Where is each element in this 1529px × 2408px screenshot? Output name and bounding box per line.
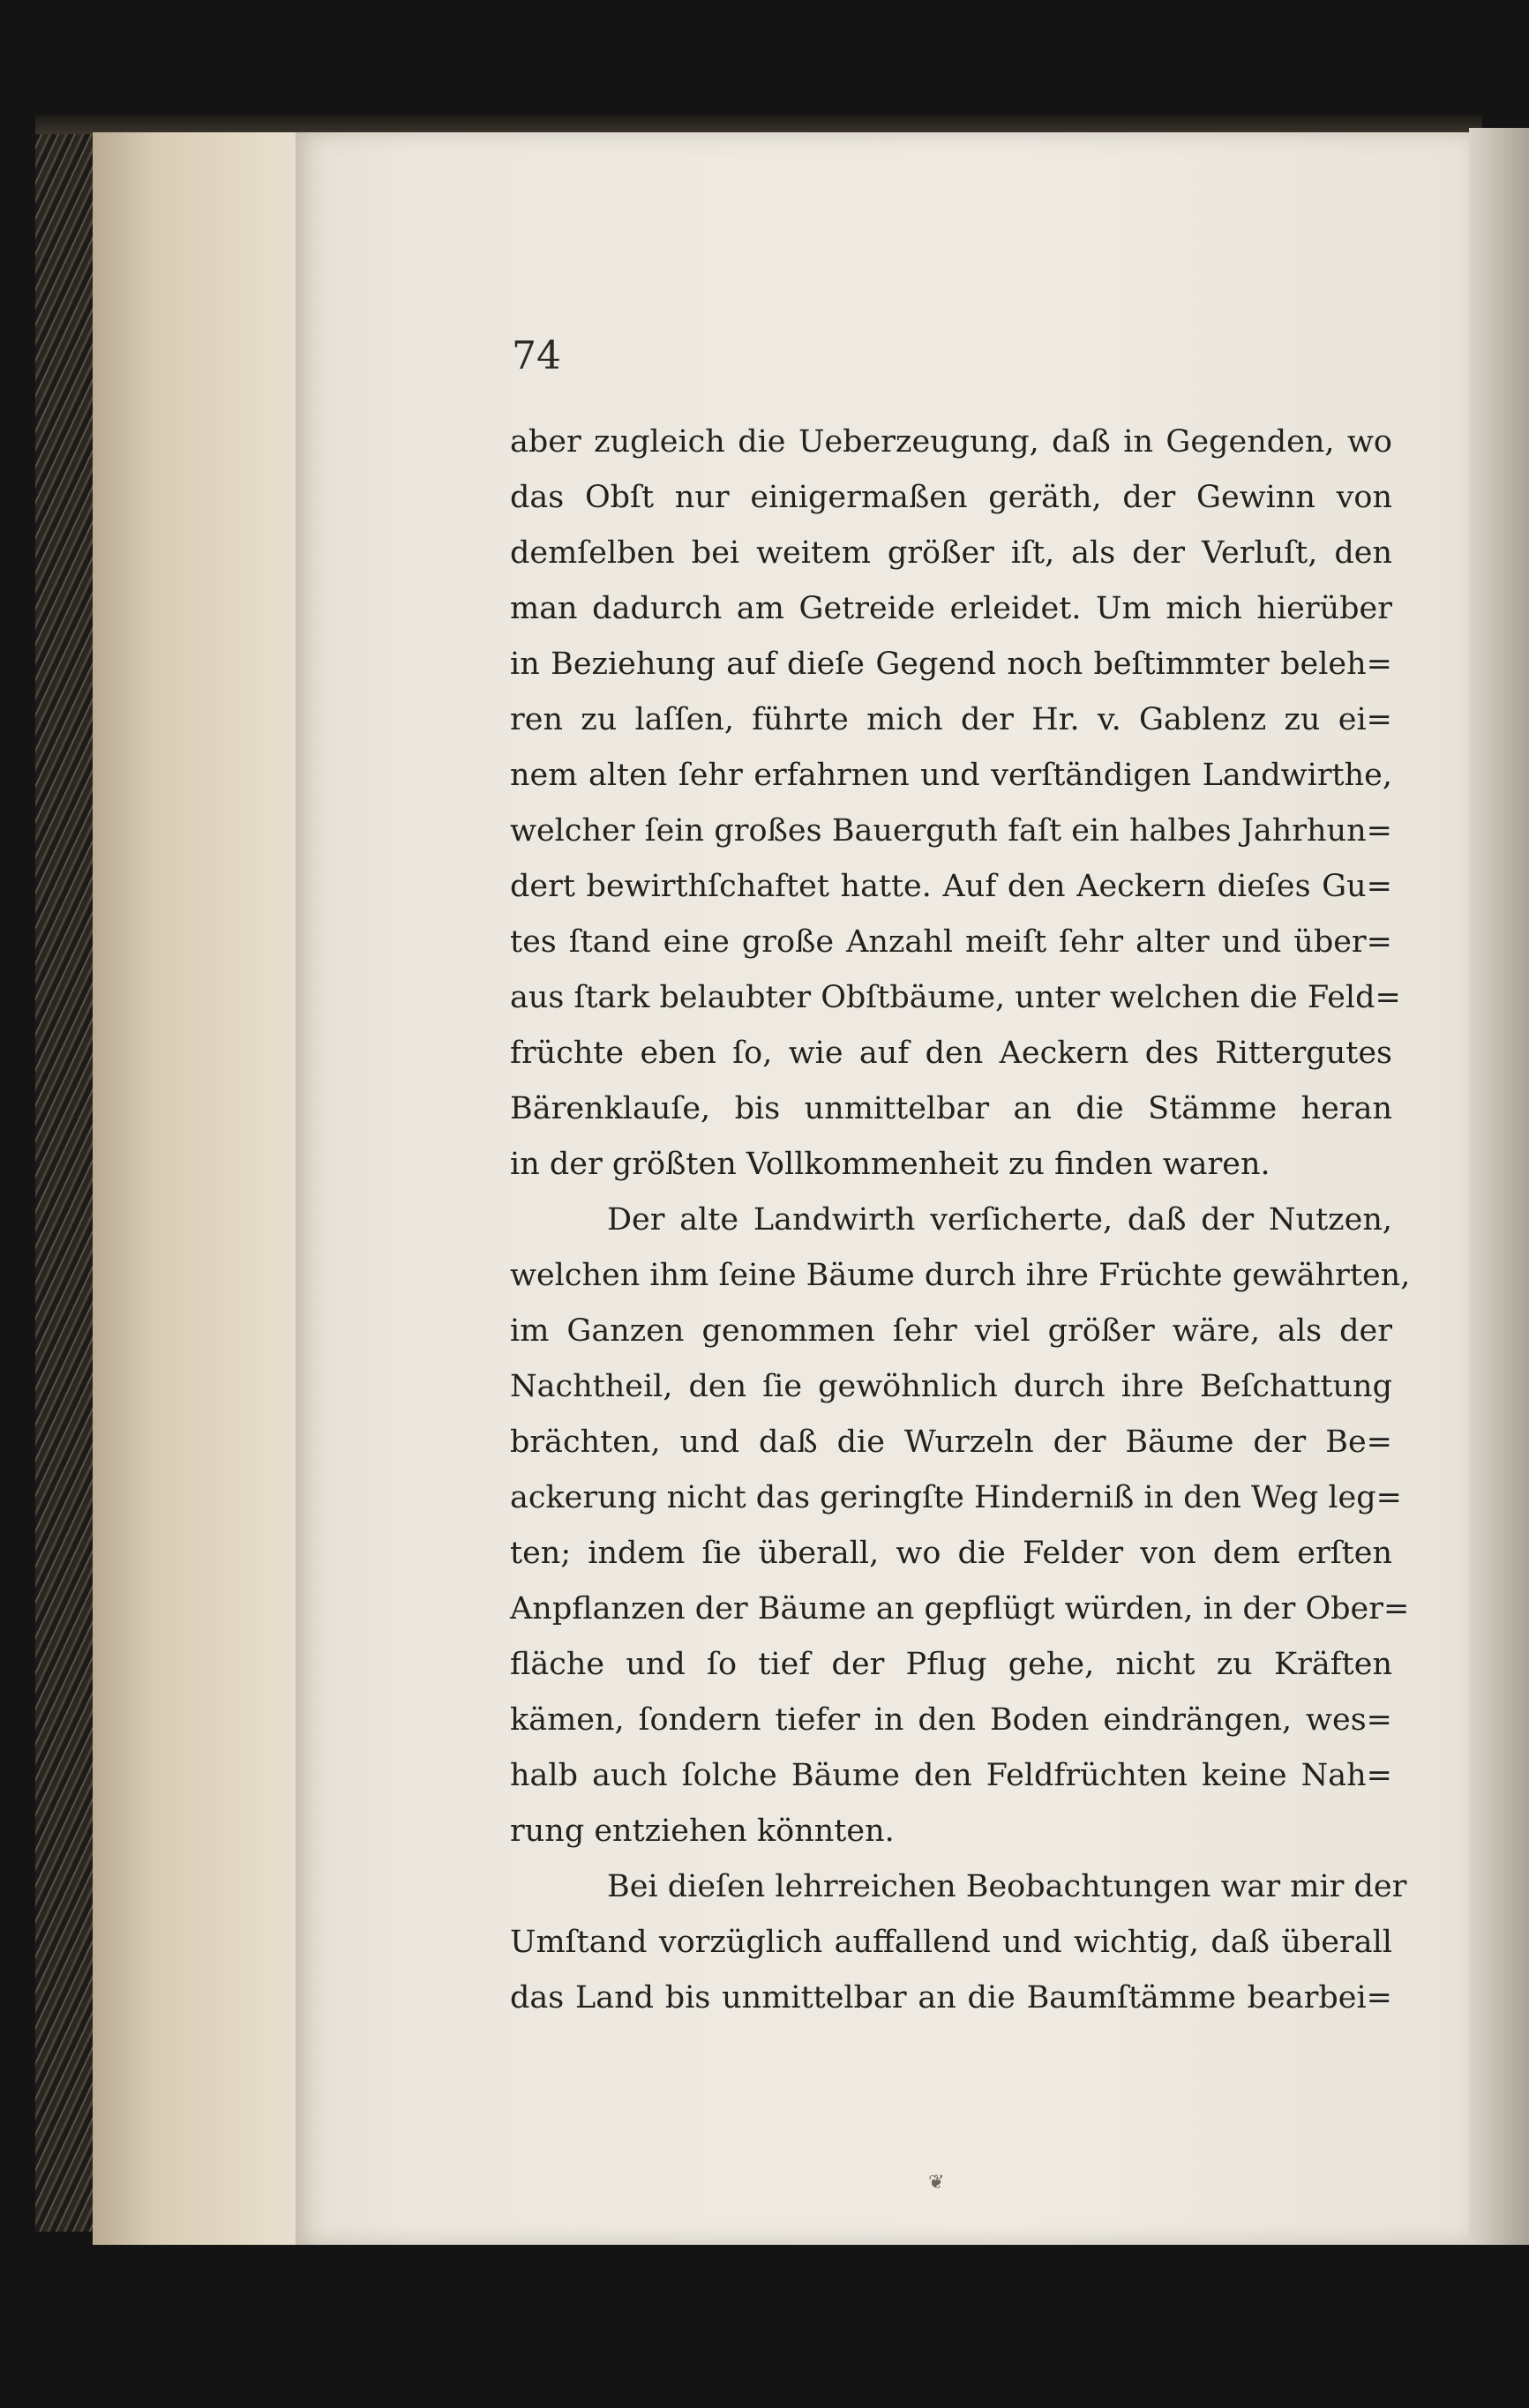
text-line: das Land bis unmittelbar an die Baumſtämme bearbei=: [510, 1980, 1392, 2015]
text-line: früchte eben ſo, wie auf den Aeckern des Rittergutes: [510, 1036, 1392, 1071]
text-line: Bärenklauſe, bis unmittelbar an die Stämme heran: [510, 1091, 1392, 1126]
page-number: 74: [512, 333, 561, 378]
text-line: nem alten ſehr erfahrnen und verſtändigen Landwirthe,: [510, 758, 1392, 793]
page-edges-right: [1469, 128, 1529, 2245]
text-line: ten; indem ſie überall, wo die Felder von dem erſten: [510, 1536, 1392, 1571]
text-line: im Ganzen genommen ſehr viel größer wäre, als der: [510, 1313, 1392, 1349]
text-line: in Beziehung auf dieſe Gegend noch beſtimmter beleh=: [510, 647, 1392, 682]
text-line: in der größten Vollkommenheit zu finden waren.: [510, 1147, 1270, 1182]
text-line: demſelben bei weitem größer iſt, als der Verluſt, den: [510, 535, 1392, 571]
text-line: aus ſtark belaubter Obſtbäume, unter welchen die Feld=: [510, 980, 1401, 1015]
text-line: Der alte Landwirth verſicherte, daß der Nutzen,: [607, 1202, 1392, 1238]
text-line: dert bewirthſchaftet hatte. Auf den Aeckern dieſes Gu=: [510, 869, 1392, 904]
text-line: welcher ſein großes Bauerguth faſt ein halbes Jahrhun=: [510, 813, 1392, 849]
text-line: brächten, und daß die Wurzeln der Bäume der Be=: [510, 1425, 1392, 1460]
text-line: fläche und ſo tief der Pflug gehe, nicht zu Kräften: [510, 1647, 1392, 1682]
book-spine-top: [35, 115, 1482, 134]
text-line: man dadurch am Getreide erleidet. Um mich hierüber: [510, 591, 1392, 626]
text-line: Nachtheil, den ſie gewöhnlich durch ihre Beſchattung: [510, 1369, 1392, 1404]
body-text: [510, 415, 1411, 2026]
text-line: aber zugleich die Ueberzeugung, daß in Gegenden, wo: [510, 424, 1392, 460]
text-line: tes ſtand eine große Anzahl meiſt ſehr alter und über=: [510, 924, 1392, 960]
text-line: ren zu laſſen, führte mich der Hr. v. Gablenz zu ei=: [510, 702, 1392, 737]
page-edges-left: [93, 132, 300, 2245]
text-line: Anpflanzen der Bäume an gepflügt würden, in der Ober=: [510, 1591, 1410, 1627]
text-line: Bei dieſen lehrreichen Beobachtungen war mir der: [607, 1869, 1407, 1904]
page-ornament-icon: ❦: [928, 2172, 945, 2194]
text-line: halb auch ſolche Bäume den Feldfrüchten keine Nah=: [510, 1758, 1392, 1793]
text-line: Umſtand vorzüglich auffallend und wichtig, daß überall: [510, 1925, 1392, 1960]
text-line: kämen, ſondern tiefer in den Boden eindrängen, wes=: [510, 1702, 1392, 1738]
text-line: das Obſt nur einigermaßen geräth, der Gewinn von: [510, 480, 1392, 515]
text-line: welchen ihm ſeine Bäume durch ihre Früchte gewährten,: [510, 1258, 1411, 1293]
text-line: ackerung nicht das geringſte Hinderniß in den Weg leg=: [510, 1480, 1403, 1515]
text-line: rung entziehen könnten.: [510, 1813, 895, 1849]
